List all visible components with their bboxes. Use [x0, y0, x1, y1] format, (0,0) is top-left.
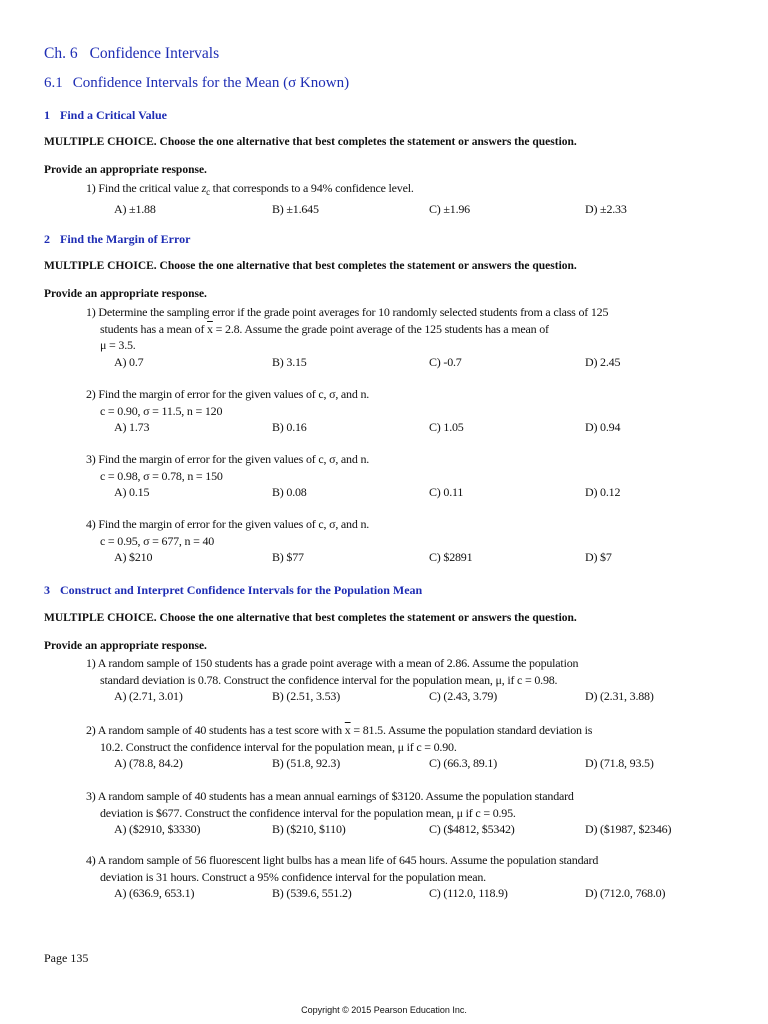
- sample-mean-symbol: $\overline{x}$: [207, 321, 213, 336]
- choice-b: B) ($210, $110): [272, 822, 346, 836]
- choice-b: B) $77: [272, 550, 304, 564]
- question-text: [86, 304, 696, 321]
- question-text: c = 0.90, σ = 11.5, n = 120: [100, 403, 223, 418]
- question-number: 3): [86, 452, 96, 466]
- question-3-1: [86, 655, 696, 705]
- objective-title: Construct and Interpret Confidence Intervals for the Population Mean: [60, 583, 423, 597]
- choice-d: D) $7: [585, 550, 612, 564]
- choice-a: A) ±1.88: [114, 201, 156, 216]
- question-number: 1): [86, 656, 96, 670]
- question-text-part: Find the margin of error for the given values of c, σ, and n.: [98, 517, 370, 531]
- section-heading: [44, 75, 349, 92]
- question-text: 10.2. Construct the confidence interval for the population mean, μ if c = 0.90.: [100, 739, 457, 754]
- objective-heading-3: [44, 583, 422, 598]
- question-text: [86, 655, 696, 672]
- answer-choices: [86, 201, 696, 218]
- question-text: [86, 852, 696, 869]
- choice-b: B) ±1.645: [272, 201, 319, 216]
- choice-b: B) 0.16: [272, 420, 307, 434]
- choice-d: D) ($1987, $2346): [585, 822, 672, 836]
- question-number: 4): [86, 853, 96, 867]
- question-2-1: [86, 304, 696, 370]
- question-text: c = 0.98, σ = 0.78, n = 150: [100, 468, 223, 483]
- choice-a: A) (636.9, 653.1): [114, 886, 195, 900]
- choice-b: B) (539.6, 551.2): [272, 886, 352, 900]
- provide-response-instruction: Provide an appropriate response.: [44, 164, 207, 176]
- choice-d: D) 0.12: [585, 485, 621, 499]
- choice-c: C) 0.11: [429, 485, 464, 499]
- question-text: μ = 3.5.: [100, 338, 136, 352]
- multiple-choice-instruction: MULTIPLE CHOICE. Choose the one alternative that best completes the statement or answers the question.: [44, 260, 577, 272]
- question-3-3: [86, 788, 696, 838]
- choice-a: A) (78.8, 84.2): [114, 756, 183, 770]
- choice-b: B) (2.51, 3.53): [272, 689, 340, 703]
- question-number: 3): [86, 789, 96, 803]
- question-number: 1): [86, 305, 96, 319]
- question-text: deviation is $677. Construct the confidence interval for the population mean, μ if c = 0.95.: [100, 805, 516, 820]
- choice-c: C) 1.05: [429, 420, 464, 434]
- question-text-part: A random sample of 40 students has a mean annual earnings of $3120. Assume the population standard: [97, 789, 574, 803]
- question-text: standard deviation is 0.78. Construct the confidence interval for the population mean, μ, if c = 0.98.: [100, 672, 558, 687]
- sample-mean-symbol: $\overline{x}$: [344, 723, 351, 737]
- answer-choices: [86, 755, 696, 772]
- choice-a: A) 0.7: [114, 354, 144, 369]
- chapter-heading: [44, 45, 219, 63]
- question-text: c = 0.95, σ = 677, n = 40: [100, 533, 215, 548]
- chapter-number: Ch. 6: [44, 45, 78, 62]
- question-text-part: = 2.8. Assume the grade point average of the 125 students has a mean of: [212, 321, 549, 336]
- answer-choices: [86, 688, 696, 705]
- question-text-part: A random sample of 40 students has a test score with: [97, 723, 345, 737]
- objective-heading-2: [44, 232, 190, 247]
- choice-a: A) $210: [114, 550, 153, 564]
- question-text: [86, 722, 696, 739]
- choice-c: C) (66.3, 89.1): [429, 756, 497, 770]
- question-number: 1): [86, 181, 96, 195]
- copyright-notice: Copyright © 2015 Pearson Education Inc.: [301, 1005, 467, 1015]
- question-text: [86, 386, 696, 403]
- choice-c: C) -0.7: [429, 354, 462, 369]
- question-2-4: [86, 516, 696, 566]
- provide-response-instruction: Provide an appropriate response.: [44, 640, 207, 652]
- choice-c: C) ±1.96: [429, 201, 470, 216]
- subscript: c: [206, 187, 210, 197]
- question-text-part: A random sample of 150 students has a grade point average with a mean of 2.86. Assume the population: [97, 656, 579, 670]
- objective-number: 1: [44, 108, 50, 122]
- question-text: [86, 321, 696, 338]
- question-1-1: [86, 180, 696, 217]
- choice-d: D) 0.94: [585, 420, 621, 434]
- question-number: 2): [86, 387, 96, 401]
- question-text: [86, 451, 696, 468]
- choice-d: D) (2.31, 3.88): [585, 689, 654, 703]
- choice-b: B) (51.8, 92.3): [272, 756, 340, 770]
- objective-title: Find a Critical Value: [60, 108, 168, 122]
- answer-choices: [86, 549, 696, 566]
- question-text-part: Find the margin of error for the given values of c, σ, and n.: [98, 452, 370, 466]
- choice-c: C) (2.43, 3.79): [429, 689, 497, 703]
- choice-c: C) ($4812, $5342): [429, 822, 515, 836]
- question-text-part: Find the margin of error for the given values of c, σ, and n.: [98, 387, 370, 401]
- question-text: [86, 788, 696, 805]
- choice-a: A) 0.15: [114, 485, 150, 499]
- critical-value-symbol: z: [201, 181, 207, 195]
- choice-d: D) (71.8, 93.5): [585, 756, 654, 770]
- question-2-2: [86, 386, 696, 436]
- question-text: deviation is 31 hours. Construct a 95% confidence interval for the population mean.: [100, 869, 486, 884]
- question-text-part: = 81.5. Assume the population standard deviation is: [350, 723, 593, 737]
- provide-response-instruction: Provide an appropriate response.: [44, 288, 207, 300]
- choice-b: B) 3.15: [272, 354, 307, 369]
- objective-heading-1: [44, 108, 167, 123]
- choice-b: B) 0.08: [272, 485, 307, 499]
- choice-c: C) (112.0, 118.9): [429, 886, 508, 900]
- question-text-part: Determine the sampling error if the grade point averages for 10 randomly selected students from a class of 125: [98, 305, 609, 319]
- question-text-part: A random sample of 56 fluorescent light bulbs has a mean life of 645 hours. Assume the population standard: [97, 853, 599, 867]
- objective-number: 2: [44, 232, 50, 246]
- question-3-4: [86, 852, 696, 902]
- question-number: 2): [86, 723, 96, 737]
- question-2-3: [86, 451, 696, 501]
- objective-title: Find the Margin of Error: [60, 232, 191, 246]
- answer-choices: [86, 821, 696, 838]
- question-text: [86, 180, 696, 201]
- section-number: 6.1: [44, 75, 63, 91]
- section-title: Confidence Intervals for the Mean (σ Known): [72, 75, 350, 91]
- choice-d: D) ±2.33: [585, 201, 627, 216]
- question-number: 4): [86, 517, 96, 531]
- answer-choices: [86, 419, 696, 436]
- choice-a: A) ($2910, $3330): [114, 822, 201, 836]
- chapter-title: Confidence Intervals: [89, 45, 220, 62]
- objective-number: 3: [44, 583, 50, 597]
- question-text-part: students has a mean of: [100, 321, 208, 336]
- question-3-2: [86, 722, 696, 772]
- choice-d: D) 2.45: [585, 354, 621, 369]
- page-number: Page 135: [44, 951, 89, 965]
- choice-c: C) $2891: [429, 550, 473, 564]
- multiple-choice-instruction: MULTIPLE CHOICE. Choose the one alternative that best completes the statement or answers the question.: [44, 136, 577, 148]
- answer-choices: [86, 484, 696, 501]
- multiple-choice-instruction: MULTIPLE CHOICE. Choose the one alternative that best completes the statement or answers the question.: [44, 612, 577, 624]
- choice-a: A) (2.71, 3.01): [114, 689, 183, 703]
- answer-choices: [86, 354, 696, 371]
- choice-a: A) 1.73: [114, 420, 150, 434]
- question-text-part: Find the critical value: [98, 181, 202, 195]
- question-text-part: that corresponds to a 94% confidence level.: [209, 181, 414, 195]
- question-text: [86, 516, 696, 533]
- choice-d: D) (712.0, 768.0): [585, 886, 666, 900]
- answer-choices: [86, 885, 696, 902]
